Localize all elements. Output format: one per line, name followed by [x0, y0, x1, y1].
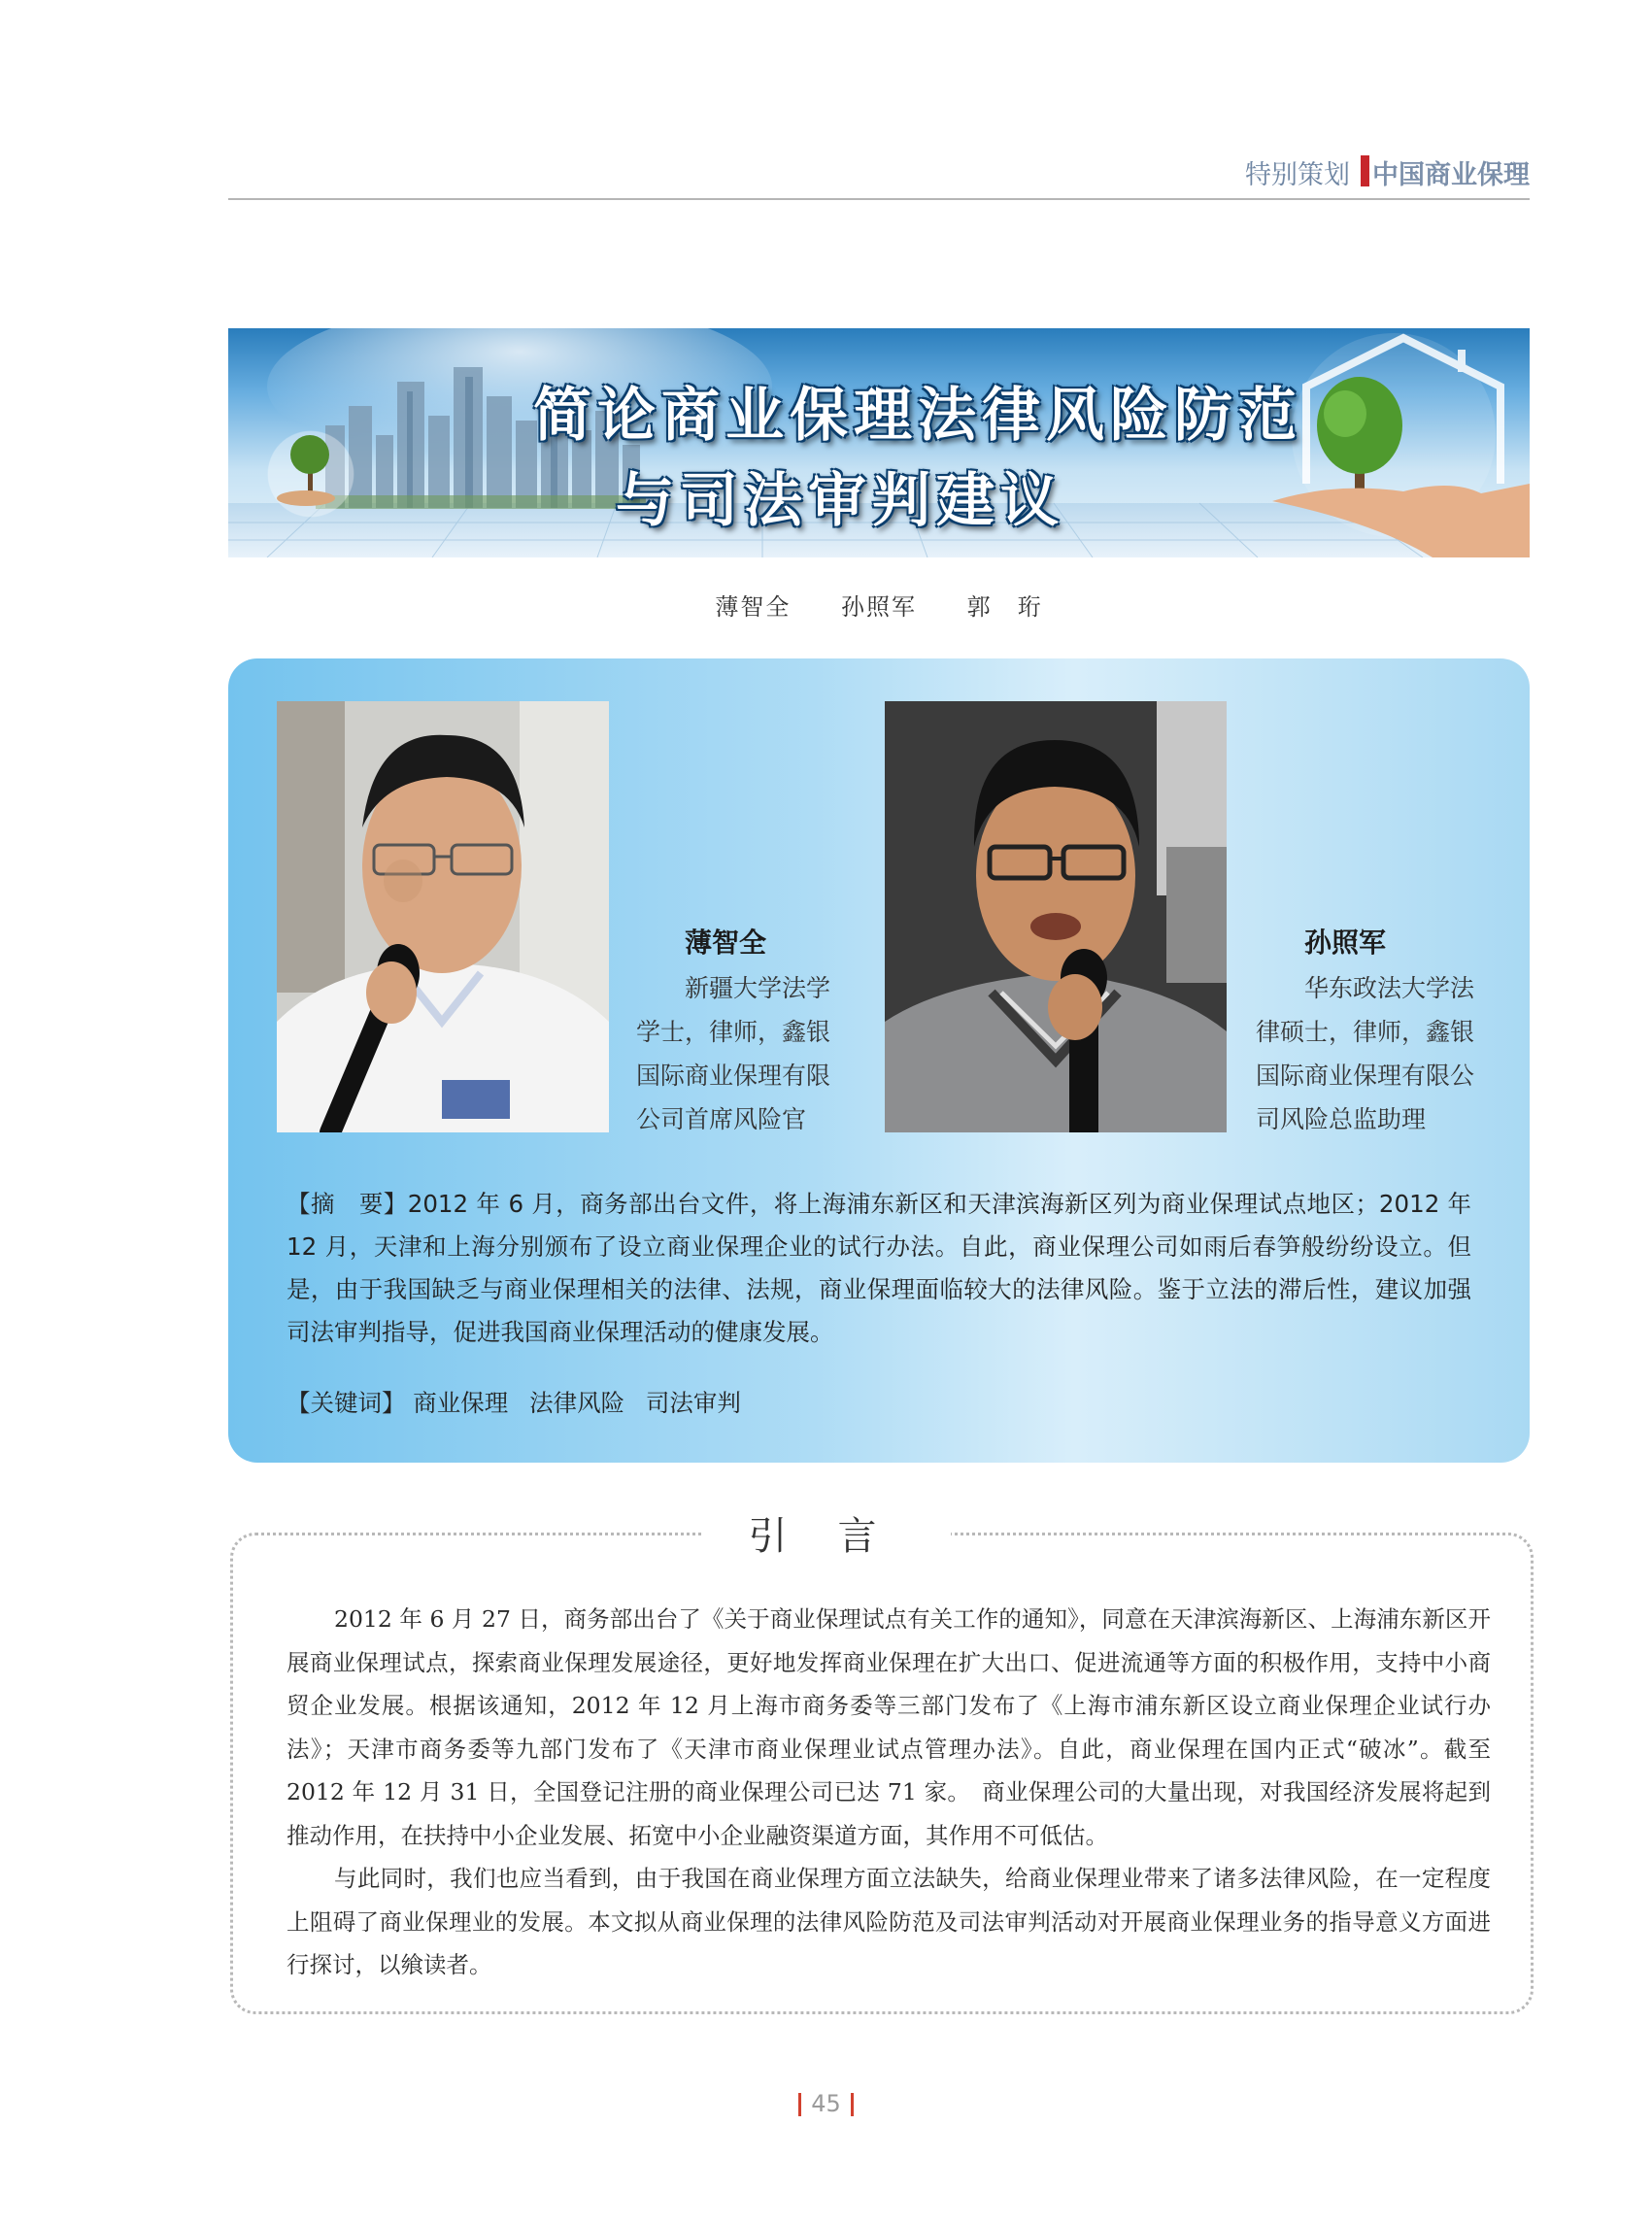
introduction-heading	[0, 1505, 1652, 1561]
author-photo	[277, 701, 609, 1132]
section-label: 特别策划	[1245, 160, 1350, 190]
paragraph: 2012 年 6 月 27 日，商务部出台了《关于商业保理试点有关工作的通知》，同意在天津滨海新区、上海浦东新区开展商业保理试点，探索商业保理发展途径，更好地发挥商业保理在扩大出口、促进流通等方面的积极作用，支持中小商贸企业发展。根据该通知，2012 年 12 月上海市商务委等三部门发布了《上海市浦东新区设立商业保理企业试行办法》；天津市商务委等九部门发布了《天津市商业保理业试点管理办法》。自此，商业保理在国内正式“破冰”。截至 2012 年 12 月 31 日，全国登记注册的商业保理公司已达 71 家。 商业保理公司的大量出现，对我国经济发展将起到推动作用，在扶持中小企业发展、拓宽中小企业融资渠道方面，其作用不可低估。	[287, 1605, 1491, 1849]
page-number-bar	[798, 2093, 801, 2116]
author-name: 薄智全	[715, 593, 792, 621]
author-byline	[228, 588, 1530, 622]
abstract-text: 2012 年 6 月，商务部出台文件，将上海浦东新区和天津滨海新区列为商业保理试点地区；2012 年 12 月，天津和上海分别颁布了设立商业保理企业的试行办法。自此，商业保理公司如雨后春笋般纷纷设立。但是，由于我国缺乏与商业保理相关的法律、法规，商业保理面临较大的法律风险。鉴于立法的滞后性，建议加强司法审判指导，促进我国商业保理活动的健康发展。	[287, 1190, 1472, 1346]
author-bio-line: 华东政法大学法	[1304, 974, 1475, 1002]
author-bio-line: 国际商业保理有限公	[1256, 1062, 1475, 1090]
author-photo	[885, 701, 1227, 1132]
author-bio-line: 司风险总监助理	[1256, 1105, 1427, 1133]
magazine-name: 中国商业保理	[1372, 160, 1530, 190]
author-bio	[636, 921, 850, 1141]
keywords	[287, 1385, 1471, 1419]
keyword: 司法审判	[645, 1389, 741, 1417]
author-bio-line: 公司首席风险官	[636, 1105, 807, 1133]
keywords-label: 【关键词】	[287, 1389, 406, 1417]
author-bio-name: 薄智全	[685, 927, 767, 959]
author-bio	[1256, 921, 1499, 1141]
page-number-value: 45	[811, 2090, 841, 2117]
abstract	[287, 1183, 1471, 1354]
introduction-body	[287, 1598, 1491, 1987]
page-number-bar	[851, 2093, 854, 2116]
author-bio-name: 孙照军	[1304, 927, 1387, 959]
abstract-label: 【摘 要】	[287, 1190, 408, 1218]
author-name: 孙照军	[841, 593, 917, 621]
author-bio-line: 国际商业保理有限	[636, 1062, 831, 1090]
article-title-line-2: 与司法审判建议	[616, 467, 1064, 535]
author-bio-line: 学士，律师，鑫银	[636, 1018, 831, 1046]
article-title-line-1: 简论商业保理法律风险防范	[533, 382, 1302, 450]
running-header	[228, 148, 1530, 200]
page-number	[0, 2090, 1652, 2117]
keyword: 商业保理	[413, 1389, 509, 1417]
author-name: 郭 珩	[966, 593, 1043, 621]
header-divider-bar	[1361, 155, 1369, 186]
author-bio-line: 律硕士，律师，鑫银	[1256, 1018, 1475, 1046]
keyword: 法律风险	[529, 1389, 625, 1417]
abstract-panel	[228, 658, 1530, 1463]
paragraph: 与此同时，我们也应当看到，由于我国在商业保理方面立法缺失，给商业保理业带来了诸多法律风险，在一定程度上阻碍了商业保理业的发展。本文拟从商业保理的法律风险防范及司法审判活动对开展商业保理业务的指导意义方面进行探讨，以飨读者。	[287, 1865, 1491, 1978]
title-banner	[228, 328, 1530, 557]
introduction-title: 引言	[702, 1505, 951, 1561]
author-bio-line: 新疆大学法学	[685, 974, 831, 1002]
